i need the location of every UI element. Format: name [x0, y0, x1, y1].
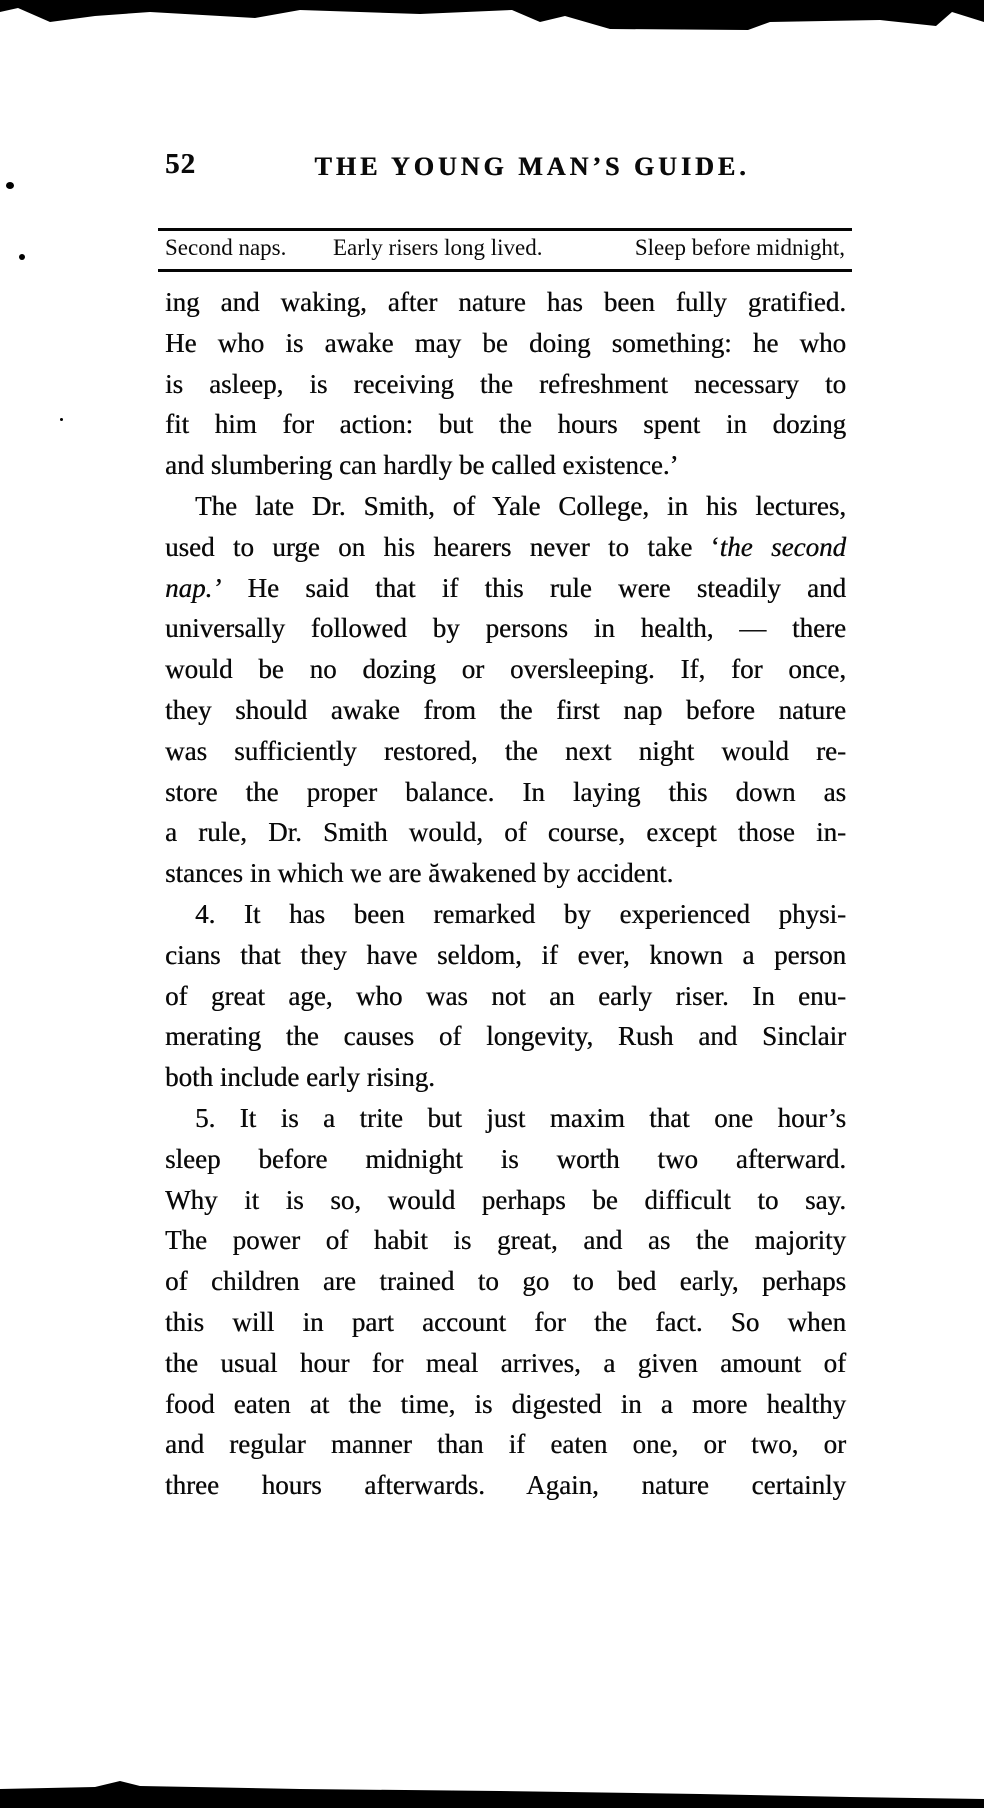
text-line: three hours afterwards. Again, nature certainly — [165, 1470, 846, 1501]
text-line: stances in which we are ăwakened by accident. — [165, 858, 674, 889]
text-line: is asleep, is receiving the refreshment necessary to — [165, 368, 846, 399]
text-line: The power of habit is great, and as the majority — [165, 1225, 846, 1256]
text-line: fit him for action: but the hours spent in dozing — [165, 409, 846, 440]
text-line: The late Dr. Smith, of Yale College, in his lectures, — [195, 490, 846, 521]
header-rule-bottom — [158, 269, 852, 272]
page-title: THE YOUNG MAN’S GUIDE. — [314, 152, 750, 181]
text-line: the usual hour for meal arrives, a given amount of — [165, 1347, 846, 1378]
ink-speck — [6, 182, 14, 189]
text-line: He who is awake may be doing something: he who — [165, 327, 846, 358]
text-line: of great age, who was not an early riser. In enu- — [165, 980, 846, 1011]
ink-speck — [60, 418, 63, 421]
text-line: ing and waking, after nature has been fully gratified. — [165, 287, 846, 317]
bottom-scan-artifact — [0, 1778, 984, 1808]
running-head-center: Early risers long lived. — [333, 235, 543, 260]
text-line: was sufficiently restored, the next night would re- — [165, 735, 846, 766]
text-line: and regular manner than if eaten one, or two, or — [165, 1429, 846, 1460]
text-line: this will in part account for the fact. So when — [165, 1306, 846, 1337]
running-head-left: Second naps. — [165, 235, 287, 260]
text-line: Why it is so, would perhaps be difficult to say. — [165, 1184, 846, 1215]
running-head-right: Sleep before midnight, — [634, 235, 845, 260]
page-body — [165, 282, 846, 1506]
header-rule-top — [158, 228, 852, 231]
ink-speck — [19, 254, 25, 260]
text-line: a rule, Dr. Smith would, of course, except those in- — [165, 817, 846, 848]
text-line: of children are trained to go to bed early, perhaps — [165, 1266, 846, 1297]
text-line: merating the causes of longevity, Rush and Sinclair — [165, 1021, 846, 1052]
text-line: sleep before midnight is worth two afterward. — [165, 1143, 846, 1174]
text-line: they should awake from the first nap before nature — [165, 694, 846, 725]
text-line: would be no dozing or oversleeping. If, for once, — [165, 654, 846, 685]
top-scan-artifact — [0, 0, 984, 32]
text-line: and slumbering can hardly be called existence.’ — [165, 450, 679, 481]
text-line: both include early rising. — [165, 1062, 435, 1093]
text-line: 4. It has been remarked by experienced physi- — [195, 898, 846, 929]
text-line: store the proper balance. In laying this down as — [165, 776, 846, 807]
text-line: food eaten at the time, is digested in a more healthy — [165, 1388, 846, 1419]
text-line: 5. It is a trite but just maxim that one hour’s — [195, 1102, 846, 1133]
page-number: 52 — [165, 148, 196, 180]
text-line: cians that they have seldom, if ever, known a person — [165, 939, 846, 970]
text-line: used to urge on his hearers never to take ‘the second — [165, 531, 846, 562]
text-line: nap.’ He said that if this rule were steadily and — [165, 572, 846, 603]
running-head — [165, 235, 845, 267]
text-line: universally followed by persons in health, — there — [165, 613, 846, 644]
